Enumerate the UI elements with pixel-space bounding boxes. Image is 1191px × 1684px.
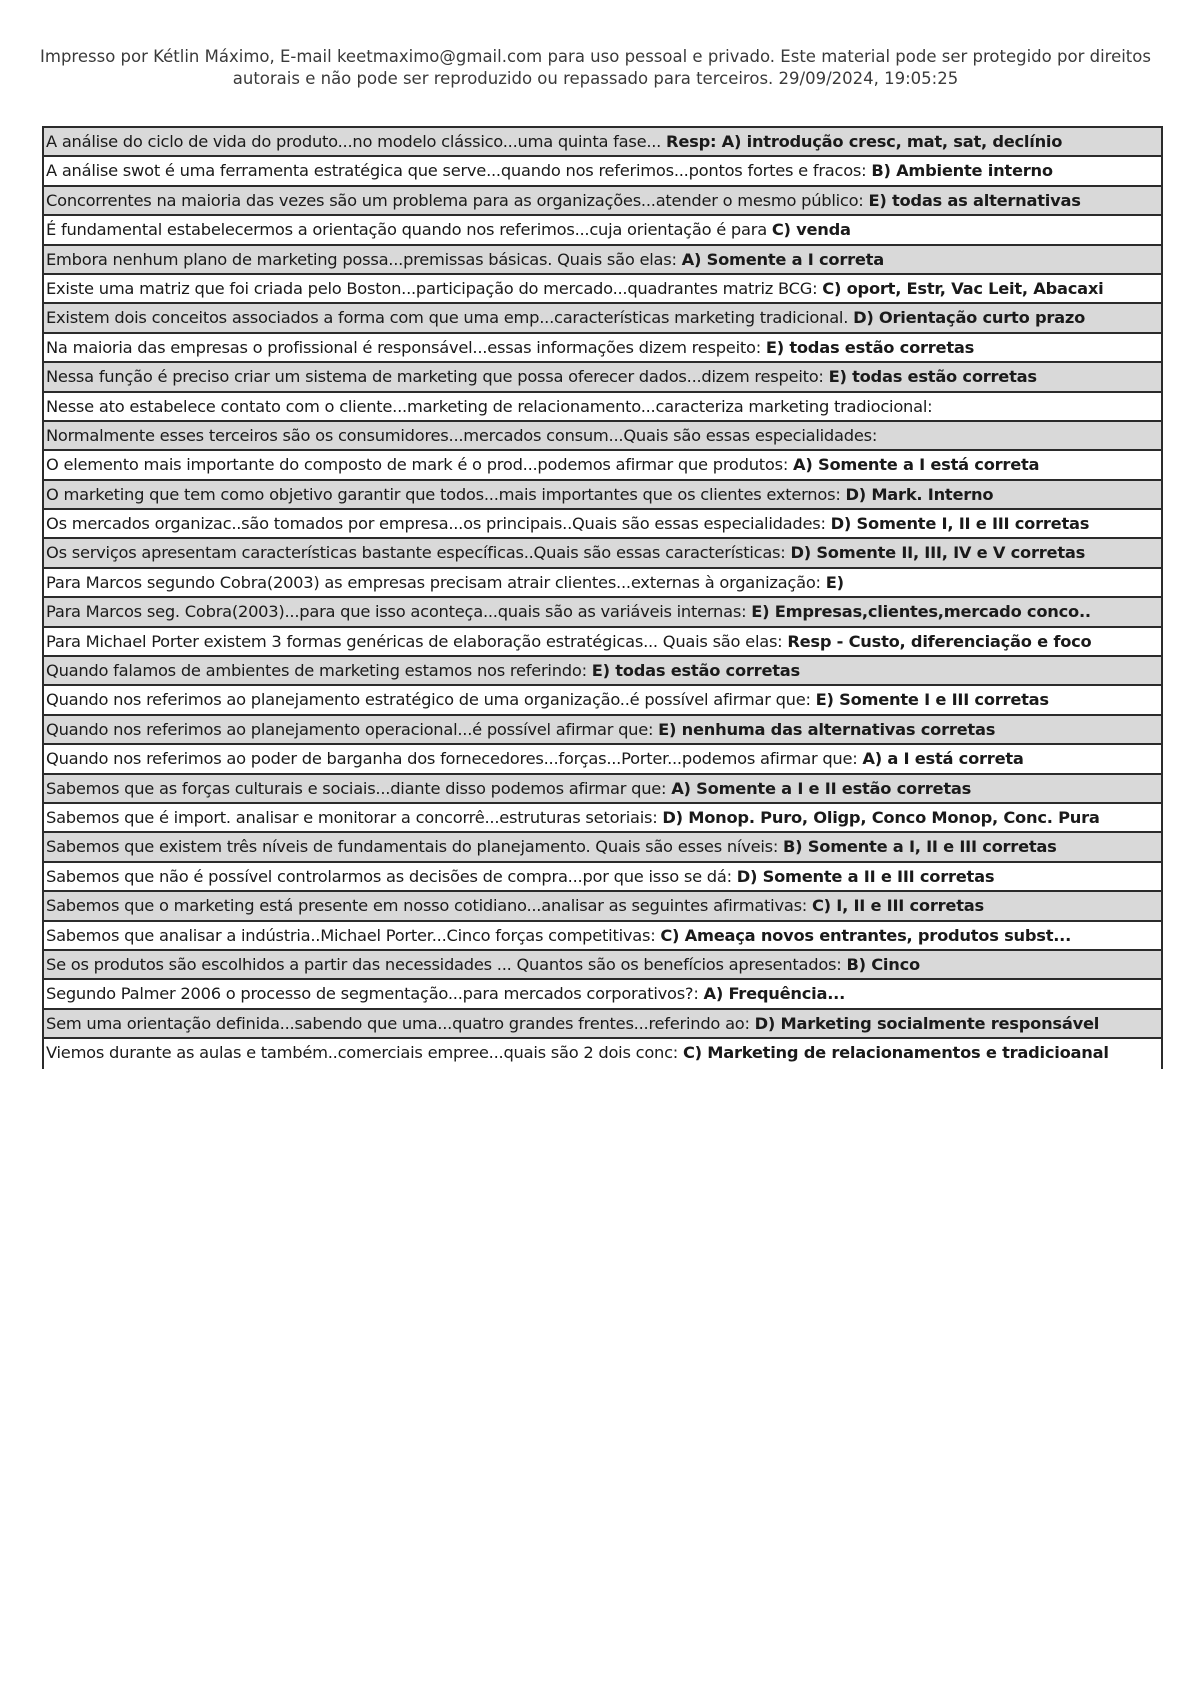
answer-text: B) Ambiente interno	[871, 161, 1053, 181]
answer-text: E) todas estão corretas	[828, 367, 1037, 387]
question-text: A análise swot é uma ferramenta estratégica que serve...quando nos referimos...pontos fortes e fracos:	[46, 161, 872, 181]
question-text: Embora nenhum plano de marketing possa...premissas básicas. Quais são elas:	[46, 249, 682, 269]
answer-text: E) Somente I e III corretas	[815, 690, 1049, 710]
table-row	[44, 1039, 1161, 1068]
question-text: Nesse ato estabelece contato com o cliente...marketing de relacionamento...caracteriza marketing tradiocional:	[46, 396, 933, 416]
table-row	[44, 539, 1161, 568]
answer-text: E) Empresas,clientes,mercado conco..	[751, 602, 1091, 622]
answer-text: D) Mark. Interno	[845, 484, 994, 504]
question-text: Quando nos referimos ao planejamento operacional...é possível afirmar que:	[46, 719, 659, 739]
question-text: Se os produtos são escolhidos a partir das necessidades ... Quantos são os benefícios apresentados:	[46, 954, 847, 974]
table-row	[44, 804, 1161, 833]
answer-text: D) Somente a II e III corretas	[736, 866, 995, 886]
question-text: Sabemos que o marketing está presente em nosso cotidiano...analisar as seguintes afirmativas:	[46, 896, 812, 916]
answer-text: C) Marketing de relacionamentos e tradicioanal	[682, 1043, 1109, 1063]
table-row	[44, 657, 1161, 686]
table-row	[44, 892, 1161, 921]
table-row	[44, 863, 1161, 892]
answer-text: C) oport, Estr, Vac Leit, Abacaxi	[822, 278, 1104, 298]
answer-text: D) Monop. Puro, Oligp, Conco Monop, Conc. Pura	[662, 807, 1100, 827]
question-text: É fundamental estabelecermos a orientação quando nos referimos...cuja orientação é para	[46, 220, 772, 240]
answer-text: C) I, II e III corretas	[811, 896, 984, 916]
table-row	[44, 363, 1161, 392]
table-row	[44, 334, 1161, 363]
question-text: Existem dois conceitos associados a forma com que uma emp...características marketing tradicional.	[46, 308, 854, 328]
table-row	[44, 128, 1161, 157]
answer-text: Resp - Custo, diferenciação e foco	[787, 631, 1092, 651]
answer-text: D) Somente I, II e III corretas	[830, 514, 1090, 534]
table-row	[44, 1010, 1161, 1039]
question-text: Na maioria das empresas o profissional é responsável...essas informações dizem respeito:	[46, 337, 766, 357]
table-row	[44, 745, 1161, 774]
table-row	[44, 187, 1161, 216]
table-row	[44, 246, 1161, 275]
answer-text: D) Somente II, III, IV e V corretas	[790, 543, 1086, 563]
table-row	[44, 628, 1161, 657]
table-row	[44, 510, 1161, 539]
table-row	[44, 922, 1161, 951]
table-row	[44, 157, 1161, 186]
question-answer-table	[42, 126, 1163, 1069]
question-text: O marketing que tem como objetivo garantir que todos...mais importantes que os clientes externos:	[46, 484, 846, 504]
question-text: Quando nos referimos ao planejamento estratégico de uma organização..é possível afirmar que:	[46, 690, 816, 710]
question-text: Viemos durante as aulas e também..comerciais empree...quais são 2 dois conc:	[46, 1043, 683, 1063]
question-text: Os serviços apresentam características bastante específicas..Quais são essas características:	[46, 543, 791, 563]
question-text: Existe uma matriz que foi criada pelo Boston...participação do mercado...quadrantes matriz BCG:	[46, 278, 823, 298]
question-text: Sem uma orientação definida...sabendo que uma...quatro grandes frentes...referindo ao:	[46, 1013, 755, 1033]
answer-text: E) todas estão corretas	[765, 337, 975, 357]
print-notice	[0, 46, 1191, 90]
print-notice-line-2: autorais e não pode ser reproduzido ou repassado para terceiros. 29/09/2024, 19:05:25	[232, 69, 959, 88]
answer-text: C) venda	[771, 220, 851, 240]
table-row	[44, 686, 1161, 715]
answer-text: A) Frequência...	[703, 984, 846, 1004]
question-text: Nessa função é preciso criar um sistema de marketing que possa oferecer dados...dizem respeito:	[46, 367, 829, 387]
table-row	[44, 951, 1161, 980]
question-text: Sabemos que as forças culturais e sociais...diante disso podemos afirmar que:	[46, 778, 672, 798]
table-row	[44, 481, 1161, 510]
question-text: Para Marcos seg. Cobra(2003)...para que isso aconteça...quais são as variáveis internas:	[46, 602, 752, 622]
question-text: O elemento mais importante do composto de mark é o prod...podemos afirmar que produtos:	[46, 455, 794, 475]
question-text: Normalmente esses terceiros são os consumidores...mercados consum...Quais são essas especialidades:	[46, 425, 878, 445]
answer-text: A) a I está correta	[862, 749, 1024, 769]
table-row	[44, 569, 1161, 598]
answer-text: D) Orientação curto prazo	[853, 308, 1086, 328]
question-text: A análise do ciclo de vida do produto...no modelo clássico...uma quinta fase...	[46, 132, 667, 151]
answer-text: D) Marketing socialmente responsável	[754, 1013, 1100, 1033]
table-row	[44, 304, 1161, 333]
table-row	[44, 598, 1161, 627]
print-notice-line-1: Impresso por Kétlin Máximo, E-mail keetmaximo@gmail.com para uso pessoal e privado. Este material pode ser protegido por direitos	[40, 47, 1151, 66]
table-row	[44, 980, 1161, 1009]
question-text: Para Marcos segundo Cobra(2003) as empresas precisam atrair clientes...externas à organização:	[46, 572, 826, 592]
question-text: Sabemos que analisar a indústria..Michael Porter...Cinco forças competitivas:	[46, 925, 661, 945]
answer-text: E)	[825, 572, 844, 592]
question-text: Segundo Palmer 2006 o processo de segmentação...para mercados corporativos?:	[46, 984, 704, 1004]
table-row	[44, 275, 1161, 304]
question-text: Para Michael Porter existem 3 formas genéricas de elaboração estratégicas... Quais são elas:	[46, 631, 788, 651]
question-text: Sabemos que existem três níveis de fundamentais do planejamento. Quais são esses níveis:	[46, 837, 784, 857]
answer-text: E) todas as alternativas	[868, 190, 1081, 210]
question-text: Quando nos referimos ao poder de barganha dos fornecedores...forças...Porter...podemos afirmar que:	[46, 749, 863, 769]
table-row	[44, 451, 1161, 480]
question-text: Os mercados organizac..são tomados por empresa...os principais..Quais são essas especialidades:	[46, 514, 831, 534]
answer-text: C) Ameaça novos entrantes, produtos subst...	[660, 925, 1072, 945]
table-row	[44, 393, 1161, 422]
question-text: Sabemos que é import. analisar e monitorar a concorrê...estruturas setoriais:	[46, 807, 663, 827]
answer-text: A) Somente a I correta	[681, 249, 884, 269]
answer-text: B) Somente a I, II e III corretas	[783, 837, 1057, 857]
answer-text: E) todas estão corretas	[591, 661, 800, 681]
answer-text: B) Cinco	[846, 954, 920, 974]
answer-text: E) nenhuma das alternativas corretas	[658, 719, 996, 739]
answer-text: A) Somente a I está correta	[793, 455, 1040, 475]
table-row	[44, 833, 1161, 862]
table-row	[44, 422, 1161, 451]
table-row	[44, 216, 1161, 245]
question-text: Quando falamos de ambientes de marketing estamos nos referindo:	[46, 661, 592, 681]
table-row	[44, 716, 1161, 745]
answer-text: A) Somente a I e II estão corretas	[671, 778, 972, 798]
answer-text: Resp: A) introdução cresc, mat, sat, declínio	[666, 132, 1063, 151]
question-text: Concorrentes na maioria das vezes são um problema para as organizações...atender o mesmo público:	[46, 190, 869, 210]
table-row	[44, 775, 1161, 804]
question-text: Sabemos que não é possível controlarmos as decisões de compra...por que isso se dá:	[46, 866, 737, 886]
